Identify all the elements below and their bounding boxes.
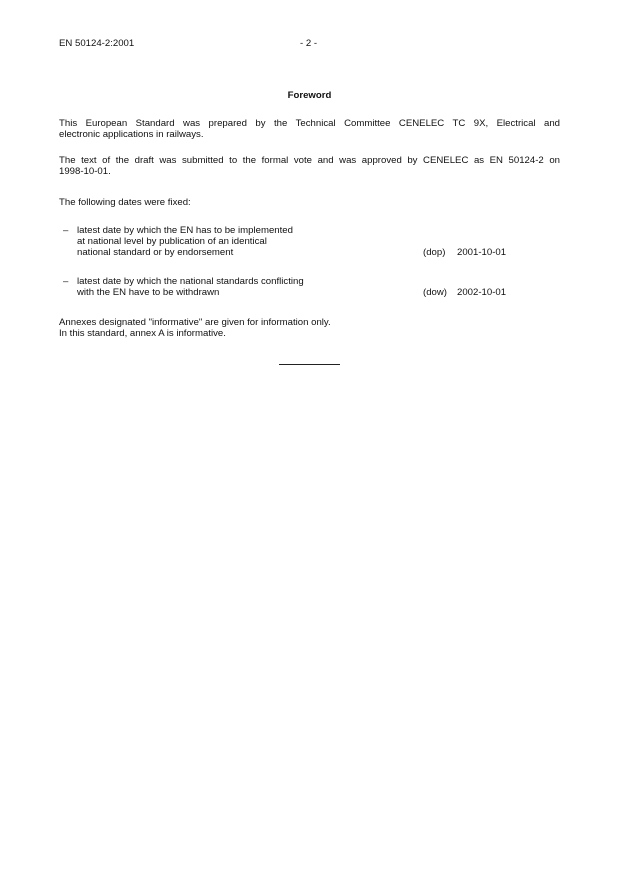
date-value: 2002-10-01 (457, 287, 507, 298)
page-number: - 2 - (300, 38, 318, 49)
paragraph-line: electronic applications in railways. (59, 129, 204, 140)
paragraph-line: This European Standard was prepared by the Technical Committee CENELEC TC 9X, Electrical and (59, 118, 560, 129)
annex-note (59, 317, 560, 339)
list-dash: – (63, 276, 69, 287)
paragraph-line: Annexes designated "informative" are given for information only. (59, 317, 331, 328)
end-rule (279, 364, 340, 365)
date-abbreviation: (dop) (423, 247, 446, 258)
date-value: 2001-10-01 (457, 247, 507, 258)
paragraph-line: 1998-10-01. (59, 166, 111, 177)
description-line: at national level by publication of an identical (77, 236, 267, 247)
paragraph-line: The following dates were fixed: (59, 197, 191, 208)
paragraph-line: In this standard, annex A is informative. (59, 328, 226, 339)
paragraph-line: The text of the draft was submitted to the formal vote and was approved by CENELEC as EN 50124-2 on (59, 155, 560, 166)
description-line: latest date by which the national standards conflicting (77, 276, 304, 287)
date-item-description (77, 276, 304, 298)
description-line: national standard or by endorsement (77, 247, 234, 258)
description-line: with the EN have to be withdrawn (77, 287, 220, 298)
foreword-paragraph-dates-intro (59, 197, 560, 208)
date-abbreviation: (dow) (423, 287, 447, 298)
description-line: latest date by which the EN has to be implemented (77, 225, 293, 236)
foreword-paragraph-approval (59, 155, 560, 177)
foreword-heading: Foreword (287, 90, 332, 101)
foreword-paragraph-committee (59, 118, 560, 140)
list-dash: – (63, 225, 69, 236)
date-item-description (77, 225, 293, 258)
document-id: EN 50124-2:2001 (59, 38, 135, 49)
